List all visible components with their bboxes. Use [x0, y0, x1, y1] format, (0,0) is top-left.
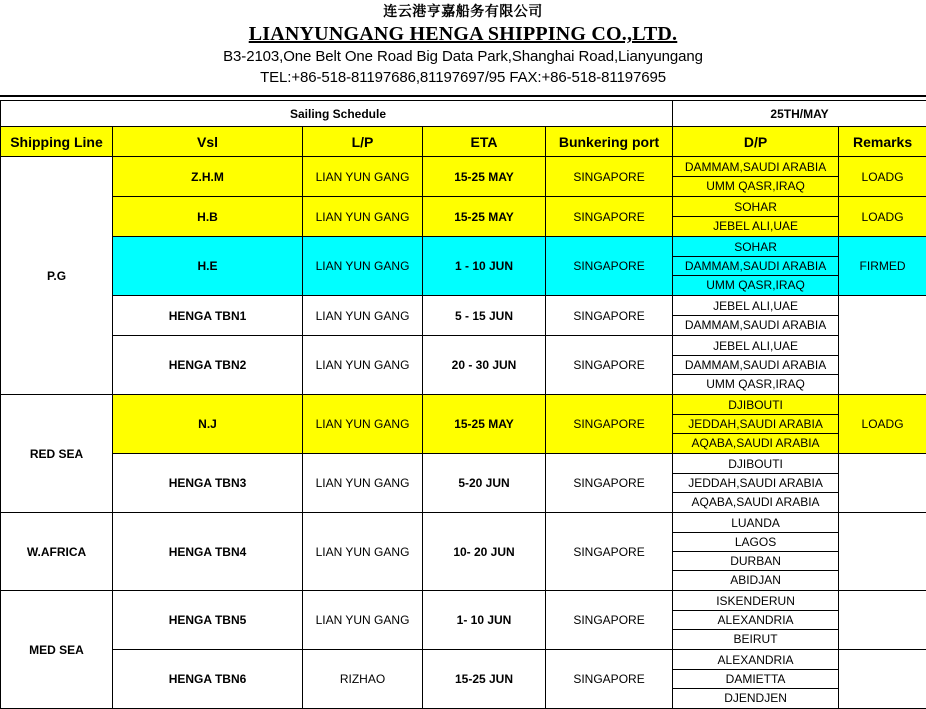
eta-cell: 15-25 MAY	[423, 157, 546, 197]
discharge-port-cell	[673, 650, 839, 709]
discharge-port-item: UMM QASR,IRAQ	[673, 177, 838, 196]
remarks-cell: FIRMED	[839, 237, 926, 296]
eta-cell: 15-25 JUN	[423, 650, 546, 709]
column-header-lp: L/P	[303, 127, 423, 157]
discharge-port-item: DJIBOUTI	[673, 455, 838, 474]
eta-cell: 20 - 30 JUN	[423, 336, 546, 395]
discharge-port-cell	[673, 197, 839, 237]
discharge-port-item: DURBAN	[673, 552, 838, 571]
bunkering-port-cell: SINGAPORE	[546, 395, 673, 454]
sailing-schedule-table	[0, 100, 926, 709]
letterhead	[0, 0, 926, 97]
remarks-cell	[839, 650, 926, 709]
discharge-port-item: DJENDJEN	[673, 689, 838, 708]
column-header-remarks: Remarks	[839, 127, 926, 157]
loading-port-cell: LIAN YUN GANG	[303, 296, 423, 336]
remarks-cell	[839, 513, 926, 591]
eta-cell: 1 - 10 JUN	[423, 237, 546, 296]
company-name-english: LIANYUNGANG HENGA SHIPPING CO.,LTD.	[0, 22, 926, 46]
remarks-cell	[839, 296, 926, 395]
vessel-cell: N.J	[113, 395, 303, 454]
bunkering-port-cell: SINGAPORE	[546, 296, 673, 336]
vessel-cell: HENGA TBN3	[113, 454, 303, 513]
discharge-port-item: DAMMAM,SAUDI ARABIA	[673, 257, 838, 276]
bunkering-port-cell: SINGAPORE	[546, 237, 673, 296]
discharge-port-cell	[673, 296, 839, 336]
discharge-port-item: JEBEL ALI,UAE	[673, 337, 838, 356]
discharge-port-item: JEBEL ALI,UAE	[673, 217, 838, 236]
company-contact: TEL:+86-518-81197686,81197697/95 FAX:+86-518-81197695	[0, 67, 926, 88]
loading-port-cell: LIAN YUN GANG	[303, 237, 423, 296]
bunkering-port-cell: SINGAPORE	[546, 454, 673, 513]
loading-port-cell: LIAN YUN GANG	[303, 591, 423, 650]
discharge-port-cell	[673, 395, 839, 454]
table-row[interactable]	[1, 591, 926, 650]
discharge-port-cell	[673, 157, 839, 197]
eta-cell: 5 - 15 JUN	[423, 296, 546, 336]
vessel-cell: HENGA TBN4	[113, 513, 303, 591]
table-row[interactable]	[1, 157, 926, 197]
discharge-port-item: DAMMAM,SAUDI ARABIA	[673, 158, 838, 177]
shipping-line-cell: P.G	[1, 157, 113, 395]
shipping-line-cell: RED SEA	[1, 395, 113, 513]
discharge-port-item: JEDDAH,SAUDI ARABIA	[673, 415, 838, 434]
schedule-date: 25TH/MAY	[673, 101, 926, 127]
eta-cell: 5-20 JUN	[423, 454, 546, 513]
column-header-vsl: Vsl	[113, 127, 303, 157]
discharge-port-item: ABIDJAN	[673, 571, 838, 590]
loading-port-cell: LIAN YUN GANG	[303, 197, 423, 237]
eta-cell: 1- 10 JUN	[423, 591, 546, 650]
company-name-chinese: 连云港亨嘉船务有限公司	[0, 3, 926, 22]
remarks-cell	[839, 454, 926, 513]
discharge-port-item: BEIRUT	[673, 630, 838, 649]
discharge-port-cell	[673, 591, 839, 650]
vessel-cell: H.E	[113, 237, 303, 296]
table-row[interactable]	[1, 650, 926, 709]
vessel-cell: HENGA TBN2	[113, 336, 303, 395]
discharge-port-item: JEDDAH,SAUDI ARABIA	[673, 474, 838, 493]
shipping-line-cell: W.AFRICA	[1, 513, 113, 591]
table-row[interactable]	[1, 296, 926, 336]
eta-cell: 15-25 MAY	[423, 395, 546, 454]
remarks-cell: LOADG	[839, 197, 926, 237]
discharge-port-cell	[673, 454, 839, 513]
discharge-port-cell	[673, 237, 839, 296]
vessel-cell: H.B	[113, 197, 303, 237]
discharge-port-cell	[673, 336, 839, 395]
banner-row	[1, 101, 926, 127]
table-row[interactable]	[1, 237, 926, 296]
bunkering-port-cell: SINGAPORE	[546, 157, 673, 197]
bunkering-port-cell: SINGAPORE	[546, 650, 673, 709]
discharge-port-item: SOHAR	[673, 238, 838, 257]
discharge-port-item: AQABA,SAUDI ARABIA	[673, 434, 838, 453]
discharge-port-item: DAMIETTA	[673, 670, 838, 689]
loading-port-cell: LIAN YUN GANG	[303, 454, 423, 513]
bunkering-port-cell: SINGAPORE	[546, 513, 673, 591]
eta-cell: 10- 20 JUN	[423, 513, 546, 591]
loading-port-cell: LIAN YUN GANG	[303, 513, 423, 591]
shipping-line-cell: MED SEA	[1, 591, 113, 709]
loading-port-cell: RIZHAO	[303, 650, 423, 709]
discharge-port-item: LAGOS	[673, 533, 838, 552]
bunkering-port-cell: SINGAPORE	[546, 336, 673, 395]
discharge-port-item: JEBEL ALI,UAE	[673, 297, 838, 316]
remarks-cell	[839, 591, 926, 650]
discharge-port-item: UMM QASR,IRAQ	[673, 375, 838, 394]
discharge-port-item: SOHAR	[673, 198, 838, 217]
column-header-eta: ETA	[423, 127, 546, 157]
discharge-port-item: UMM QASR,IRAQ	[673, 276, 838, 295]
discharge-port-item: AQABA,SAUDI ARABIA	[673, 493, 838, 512]
discharge-port-cell	[673, 513, 839, 591]
loading-port-cell: LIAN YUN GANG	[303, 395, 423, 454]
table-row[interactable]	[1, 454, 926, 513]
discharge-port-item: LUANDA	[673, 514, 838, 533]
vessel-cell: HENGA TBN5	[113, 591, 303, 650]
discharge-port-item: DAMMAM,SAUDI ARABIA	[673, 356, 838, 375]
discharge-port-item: ISKENDERUN	[673, 592, 838, 611]
discharge-port-item: ALEXANDRIA	[673, 651, 838, 670]
schedule-title: Sailing Schedule	[1, 101, 673, 127]
bunkering-port-cell: SINGAPORE	[546, 197, 673, 237]
company-address: B3-2103,One Belt One Road Big Data Park,Shanghai Road,Lianyungang	[0, 46, 926, 67]
column-header-bunkering-port: Bunkering port	[546, 127, 673, 157]
letterhead-divider	[0, 95, 926, 97]
table-row[interactable]	[1, 395, 926, 454]
column-header-row	[1, 127, 926, 157]
table-row[interactable]	[1, 197, 926, 237]
bunkering-port-cell: SINGAPORE	[546, 591, 673, 650]
column-header-dp: D/P	[673, 127, 839, 157]
vessel-cell: Z.H.M	[113, 157, 303, 197]
discharge-port-item: DJIBOUTI	[673, 396, 838, 415]
vessel-cell: HENGA TBN1	[113, 296, 303, 336]
remarks-cell: LOADG	[839, 395, 926, 454]
column-header-shipping-line: Shipping Line	[1, 127, 113, 157]
loading-port-cell: LIAN YUN GANG	[303, 157, 423, 197]
table-row[interactable]	[1, 513, 926, 591]
vessel-cell: HENGA TBN6	[113, 650, 303, 709]
discharge-port-item: ALEXANDRIA	[673, 611, 838, 630]
table-row[interactable]	[1, 336, 926, 395]
remarks-cell: LOADG	[839, 157, 926, 197]
loading-port-cell: LIAN YUN GANG	[303, 336, 423, 395]
eta-cell: 15-25 MAY	[423, 197, 546, 237]
discharge-port-item: DAMMAM,SAUDI ARABIA	[673, 316, 838, 335]
